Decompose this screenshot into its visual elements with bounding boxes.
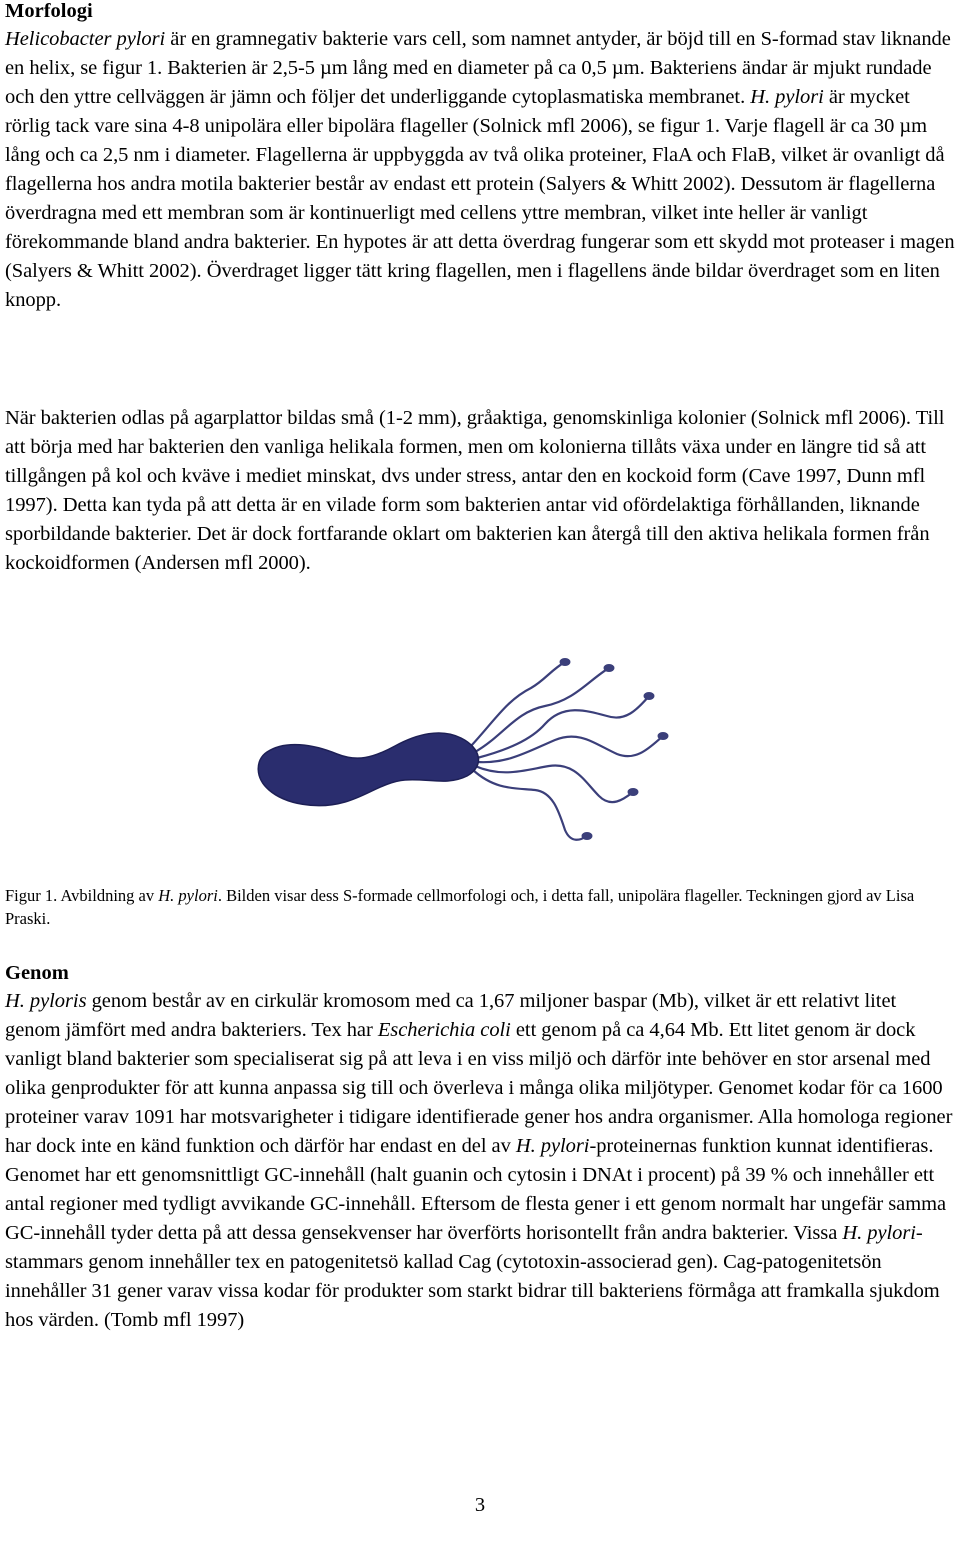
flagellum-knob	[658, 732, 669, 740]
text-run: är mycket rörlig tack vare sina 4-8 unipolära eller bipolära flageller (Solnick mfl 2006), se figur 1. Varje flagell är ca 30 µm lång och ca 2,5 nm i diameter. Flagellerna är uppbyggda av två olika proteiner, FlaA och FlaB, vilket är ovanligt då flagellerna hos andra motila bakterier består av endast ett protein (Salyers & Whitt 2002). Dessutom är flagellerna överdragna med ett membran som är kontinuerligt med cellens yttre membran, vilket inte heller är vanligt förekommande bland andra bakterier. En hypotes är att detta överdrag fungerar som ett skydd mot proteaser i magen (Salyers & Whitt 2002). Överdraget ligger tätt kring flagellen, men i flagellens ände bildar överdraget som en liten knopp.	[5, 86, 955, 311]
italic-text-run: H. pylori	[750, 86, 824, 108]
paragraph-morfologi-1	[5, 25, 955, 315]
paragraph-morfologi-2	[5, 404, 955, 578]
flagellum-knob	[628, 788, 639, 796]
text-run: Figur 1. Avbildning av	[5, 886, 159, 905]
figure-caption	[5, 884, 955, 930]
flagellum-6	[473, 770, 587, 840]
paragraph-genom	[5, 987, 955, 1335]
text-run: . Bilden visar dess S-formade cellmorfologi och, i detta fall, unipolära flageller. Teckningen gjord av Lisa Praski.	[5, 886, 915, 928]
page-number: 3	[474, 1494, 486, 1516]
text-run: är en gramnegativ bakterie vars cell, som namnet antyder, är böjd till en S-formad stav liknande en helix, se figur 1. Bakterien är 2,5-5 µm lång med en diameter på ca 0,5 µm. Bakteriens ändar är mjukt rundade och den yttre cellväggen är jämn och följer det underliggande cytoplasmatiska membranet.	[5, 28, 951, 108]
italic-text-run: H. pylori	[842, 1222, 916, 1244]
section-heading-genom: Genom	[5, 962, 69, 984]
flagella	[471, 662, 663, 840]
text-run: När bakterien odlas på agarplattor bildas små (1-2 mm), gråaktiga, genomskinliga kolonier (Solnick mfl 2006). Till att börja med har bakterien den vanliga helikala formen, men om kolonierna tillåts växa under en längre tid så att tillgången på kol och kväve i mediet minskat, dvs under stress, antar den en kockoid form (Cave 1997, Dunn mfl 1997). Detta kan tyda på att detta är en vilade form som bakterien antar vid ofördelaktiga förhållanden, liknande sporbildande bakterier. Det är dock fortfarande oklart om bakterien kan återgå till den aktiva helikala formen från kockoidformen (Andersen mfl 2000).	[5, 407, 945, 574]
flagella-knobs	[560, 658, 669, 840]
text-run: ett genom på ca 4,64 Mb. Ett litet genom är dock vanligt bland bakterier som specialiserat sig på att leva i en viss miljö och därför inte behöver en stor arsenal med olika genprodukter för att kunna anpassa sig till och överleva i många olika miljötyper. Genomet kodar för ca 1600 proteiner varav 1091 har motsvarigheter i tidigare identifierade gener hos andra organismer. Alla homologa regioner har dock inte en känd funktion och därför har endast en del av	[5, 1019, 953, 1157]
flagellum-knob	[560, 658, 571, 666]
flagellum-3	[477, 696, 649, 758]
bacterium-illustration	[245, 640, 705, 880]
italic-text-run: H. pylori	[158, 886, 218, 905]
flagellum-knob	[582, 832, 593, 840]
italic-text-run: H. pylori	[515, 1135, 590, 1157]
flagellum-knob	[644, 692, 655, 700]
italic-text-run: Escherichia coli	[377, 1019, 511, 1041]
text-run: -proteinernas funktion kunnat identifieras. Genomet har ett genomsnittligt GC-innehåll (halt guanin och cytosin i DNAt i procent) på 39 % och innehåller ett antal regioner med tydligt avvikande GC-innehåll. Eftersom de flesta gener i ett genom normalt har ungefär samma GC-innehåll tyder detta på att dessa gensekvenser har överförts horisontellt från andra bakterier. Vissa	[5, 1135, 947, 1244]
cell-body	[258, 733, 478, 806]
figure-h-pylori-drawing	[245, 640, 705, 880]
flagellum-knob	[604, 664, 615, 672]
section-heading-morfologi: Morfologi	[5, 0, 93, 22]
text-run: genom består av en cirkulär kromosom med ca 1,67 miljoner baspar (Mb), vilket är ett relativt litet genom jämfört med andra bakteriers. Tex har	[5, 990, 897, 1041]
flagellum-5	[475, 765, 633, 802]
italic-text-run: H. pyloris	[5, 990, 87, 1012]
text-run: -stammars genom innehåller tex en patogenitetsö kallad Cag (cytotoxin-associerad gen). Cag-patogenitetsön innehåller 31 gener varav vissa kodar för produkter som starkt bidrar till bakteriens förmåga att framkalla sjukdom hos värden. (Tomb mfl 1997)	[5, 1222, 940, 1331]
italic-text-run: Helicobacter pylori	[5, 28, 166, 50]
